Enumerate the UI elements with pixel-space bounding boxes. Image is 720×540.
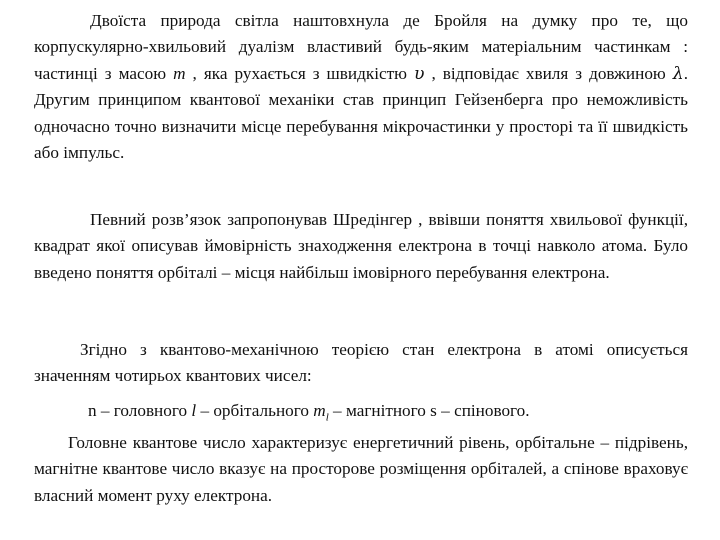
l-symbol: l [191, 401, 197, 420]
ml-label: – магнітного [328, 401, 431, 420]
ml-subscript: l [325, 411, 329, 424]
quantum-numbers-line [88, 398, 688, 424]
paragraph1-text-4: . Другим принципом квантової механіки став принцип Гейзенберга про неможливість одночасно точно визначити місце перебування мікрочастинки у просторі та її швидкість або імпульс. [34, 63, 688, 163]
ml-symbol: m [313, 401, 326, 420]
paragraph-de-broglie-heisenberg [34, 8, 688, 166]
mass-symbol: m [173, 63, 186, 83]
n-label: – головного [96, 401, 192, 420]
paragraph1-text-1: Двоїста природа світла наштовхнула де Бройля на думку про те, що корпускулярно-хвильовий дуалізм властивий будь-яким матеріальним частинкам : частинці з масою [34, 11, 688, 83]
velocity-symbol: υ [413, 63, 425, 84]
n-symbol: n [88, 401, 97, 420]
l-label: – орбітального [196, 401, 314, 420]
lambda-symbol: λ [672, 63, 684, 84]
s-symbol: s [430, 401, 437, 420]
paragraph-schrodinger: Певний розв’язок запропонував Шредінгер , ввівши поняття хвильової функції, квадрат якої описував ймовірність знаходження електрона в точці навколо атома. Було введено поняття орбіталі – місця найбільш імовірного перебування електрона. [34, 210, 688, 282]
paragraph-quantum-numbers-meaning: Головне квантове число характеризує енергетичний рівень, орбітальне – підрівень, магнітне квантове число вказує на просторове розміщення орбіталей, а спінове враховує власний момент руху електрона. [34, 433, 688, 505]
paragraph1-text-3: , відповідає хвиля з довжиною [424, 63, 673, 83]
paragraph-quantum-state: Згідно з квантово-механічною теорією стан електрона в атомі описується значенням чотирьох квантових чисел: [34, 340, 688, 386]
paragraph1-text-2: , яка рухається з швидкістю [185, 63, 414, 83]
s-label: – спінового. [436, 401, 530, 420]
